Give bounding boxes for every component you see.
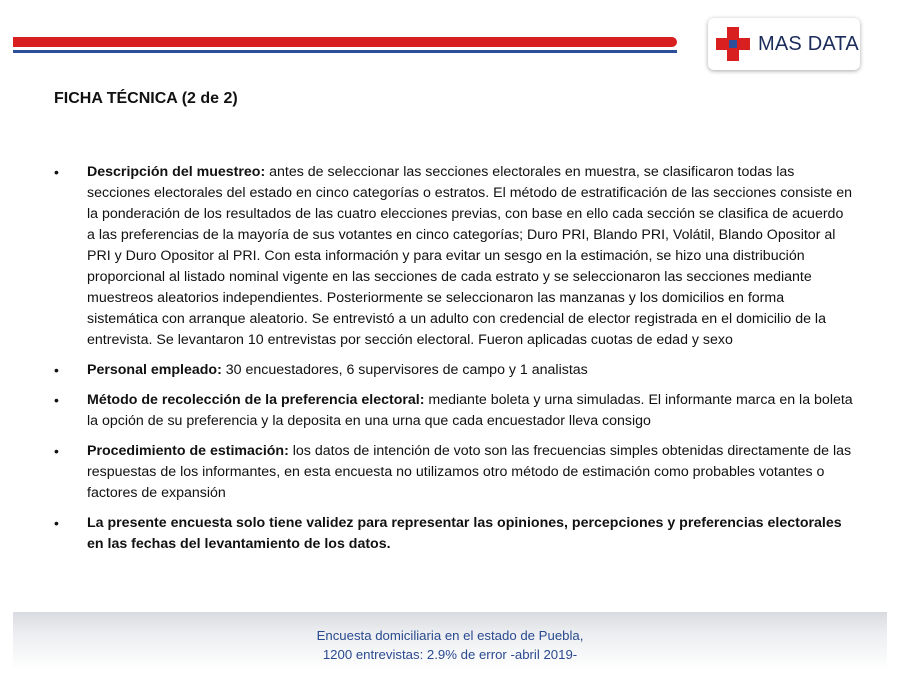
- item-text: 30 encuestadores, 6 supervisores de campo y 1 analistas: [221, 362, 588, 378]
- page-title: FICHA TÉCNICA (2 de 2): [54, 90, 238, 107]
- list-item: [54, 513, 854, 555]
- technical-sheet-list: [54, 162, 854, 564]
- list-item: [54, 162, 854, 351]
- bullet-icon: •: [54, 392, 59, 408]
- list-item: [54, 390, 854, 432]
- footer-line-1: Encuesta domiciliaria en el estado de Puebla,: [316, 628, 584, 643]
- bullet-icon: •: [54, 515, 59, 531]
- item-label: Descripción del muestreo:: [87, 164, 266, 180]
- list-item: [54, 441, 854, 504]
- list-item: [54, 360, 854, 381]
- item-label: La presente encuesta solo tiene validez para representar las opiniones, percepciones y preferencias electorales en las fechas del levantamiento de los datos.: [87, 515, 842, 552]
- bullet-icon: •: [54, 362, 59, 378]
- item-label: Método de recolección de la preferencia electoral:: [87, 392, 425, 408]
- item-label: Procedimiento de estimación:: [87, 443, 289, 459]
- item-text: mediante boleta y urna simuladas. El informante marca en la boleta la opción de su preferencia y la deposita en una urna que cada encuestador lleva consigo: [87, 392, 853, 429]
- bullet-icon: •: [54, 164, 59, 180]
- item-label: Personal empleado:: [87, 362, 222, 378]
- header-blue-line: [13, 50, 677, 53]
- brand-logo: [708, 18, 860, 70]
- footer-band: [13, 612, 887, 670]
- cross-logo-icon: [716, 27, 750, 61]
- brand-name: MAS DATA: [758, 32, 859, 55]
- item-text: antes de seleccionar las secciones electorales en muestra, se clasificaron todas las secciones electorales del estado en cinco categorías o estratos. El método de estratificación de las secciones consiste en la ponderación de los resultados de las cuatro elecciones previas, con base en ello cada sección se clasifica de acuerdo a las preferencias de la mayoría de sus votantes en cinco categorías; Duro PRI, Blando PRI, Volátil, Blando Opositor al PRI y Duro Opositor al PRI. Con esta información y para evitar un sesgo en la estimación, se hizo una distribución proporcional al listado nominal vigente en las secciones de cada estrato y se seleccionaron las secciones mediante muestreos aleatorios independientes. Posteriormente se seleccionaron las manzanas y los domicilios en forma sistemática con arranque aleatorio. Se entrevistó a un adulto con credencial de elector registrada en el domicilio de la entrevista. Se levantaron 10 entrevistas por sección electoral. Fueron aplicadas cuotas de edad y sexo: [87, 164, 852, 348]
- footer-caption: [13, 626, 887, 664]
- item-text: los datos de intención de voto son las frecuencias simples obtenidas directamente de las respuestas de los informantes, en esta encuesta no utilizamos otro método de estimación como probables votantes o factores de expansión: [87, 443, 852, 501]
- footer-line-2: 1200 entrevistas: 2.9% de error -abril 2019-: [322, 647, 578, 662]
- bullet-icon: •: [54, 443, 59, 459]
- header-red-bar: [13, 37, 677, 47]
